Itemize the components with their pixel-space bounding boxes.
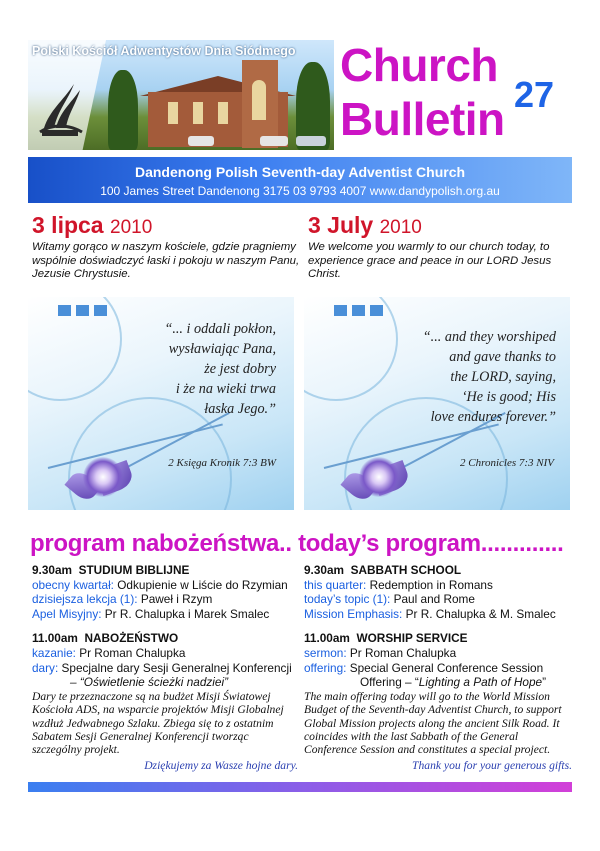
- offering-subtitle-prefix: Offering – “: [360, 675, 419, 690]
- offering-notice-polish: Dary te przeznaczone są na budżet Misji Światowej Kościoła ADS, na wsparcie projektów Misji Globalnej wzdłuż Jedwabnego Szlaku. Zbiega się to z ostatnim Sabatem Sesji Generalnej Konferencji tworząc szczególny projekt.: [32, 689, 284, 757]
- section-title: SABBATH SCHOOL: [350, 563, 462, 577]
- label: Apel Misyjny:: [32, 606, 102, 621]
- date-polish: [32, 212, 152, 239]
- square-decoration: [76, 305, 89, 316]
- value: Pr R. Chalupka & M. Smalec: [402, 606, 556, 621]
- square-decoration: [352, 305, 365, 316]
- label: sermon:: [304, 645, 347, 660]
- offering-row: [304, 661, 572, 676]
- church-info-band: [28, 157, 572, 203]
- label: today’s topic (1):: [304, 592, 391, 607]
- section-title: WORSHIP SERVICE: [356, 631, 468, 646]
- date-english-day: 3 July: [308, 212, 374, 238]
- scripture-quote-polish: [96, 319, 276, 419]
- church-window-shape: [168, 102, 178, 124]
- square-decoration: [370, 305, 383, 316]
- topic-row: [304, 592, 572, 607]
- car-shape: [188, 136, 214, 146]
- lily-flower-decoration: [83, 457, 123, 497]
- org-name: Polski Kościół Adwentystów Dnia Siódmego: [32, 44, 296, 58]
- welcome-english: We welcome you warmly to our church today, to experience grace and peace in our LORD Jesus Christ.: [308, 241, 552, 280]
- value: Paul and Rome: [390, 592, 475, 607]
- label: dary:: [32, 660, 59, 675]
- offering-subtitle-suffix: ”: [542, 675, 547, 690]
- value: Pr Roman Chalupka: [346, 645, 457, 660]
- thanks-polish: Dziękujemy za Wasze hojne dary.: [144, 758, 298, 772]
- bulletin-title-church: Church: [340, 39, 498, 91]
- quote-line: łaska Jego.”: [204, 401, 276, 417]
- label: this quarter:: [304, 577, 367, 592]
- church-window-shape: [193, 102, 203, 124]
- car-shape: [260, 136, 288, 146]
- label: offering:: [304, 660, 347, 675]
- worship-heading-polish: [32, 631, 298, 646]
- scripture-citation-english: 2 Chronicles 7:3 NIV: [460, 457, 554, 469]
- quarter-row: [32, 578, 298, 593]
- quote-line: że jest dobry: [204, 361, 276, 377]
- sermon-row: [32, 646, 298, 661]
- quarter-row: [304, 578, 572, 593]
- time: 9.30am: [32, 563, 73, 577]
- square-decoration: [334, 305, 347, 316]
- quote-line: ‘He is good; His: [461, 389, 556, 405]
- offering-subtitle: – “Oświetlenie ścieżki nadziei”: [70, 675, 229, 690]
- offering-subtitle-name: Lighting a Path of Hope: [418, 675, 543, 690]
- label: dzisiejsza lekcja (1):: [32, 592, 138, 607]
- offering-notice-english: The main offering today will go to the World Mission Budget of the Seventh-day Adventist Church, to support Global Mission projects along the ancient Silk Road. It coincides with the last Sabbath of the General Conference Session and constitutes a special project.: [304, 689, 562, 757]
- scripture-quote-english: [366, 327, 556, 427]
- tree-shape: [108, 70, 138, 150]
- scripture-panel-polish: [28, 297, 294, 510]
- church-name: Dandenong Polish Seventh-day Adventist Church: [134, 164, 466, 180]
- program-english: [304, 563, 572, 773]
- church-address: 100 James Street Dandenong 3175 03 9793 4007 www.dandypolish.org.au: [100, 184, 500, 198]
- time: 11.00am: [304, 631, 350, 646]
- program-polish: [32, 563, 298, 773]
- label: kazanie:: [32, 645, 76, 660]
- lily-flower-decoration: [359, 457, 399, 497]
- thanks-english: Thank you for your generous gifts.: [412, 758, 572, 772]
- offering-row: [32, 661, 298, 676]
- square-decoration: [58, 305, 71, 316]
- sabbath-school-heading-polish: [32, 563, 298, 578]
- value: Redemption in Romans: [366, 577, 493, 592]
- date-english-year: 2010: [379, 217, 422, 238]
- sabbath-school-heading-english: [304, 563, 572, 578]
- car-shape: [296, 136, 326, 146]
- church-photo: [28, 40, 334, 150]
- label: obecny kwartał:: [32, 577, 114, 592]
- value: Paweł i Rzym: [137, 592, 213, 607]
- quote-line: the LORD, saying,: [450, 369, 556, 385]
- section-title: STUDIUM BIBLIJNE: [78, 563, 190, 577]
- time: 9.30am: [304, 563, 345, 577]
- church-window-shape: [252, 80, 266, 120]
- quote-line: wysławiając Pana,: [168, 341, 276, 357]
- welcome-polish: Witamy gorąco w naszym kościele, gdzie pragniemy wspólnie doświadczyć łaski i pokoju w naszym Panu, Jezusie Chrystusie.: [32, 241, 300, 280]
- sermon-row: [304, 646, 572, 661]
- church-window-shape: [218, 102, 228, 124]
- offering-subtitle: [304, 675, 572, 690]
- value: Pr R. Chalupka i Marek Smalec: [101, 606, 270, 621]
- time: 11.00am: [32, 631, 78, 646]
- square-decoration: [94, 305, 107, 316]
- section-title: NABOŻEŃSTWO: [84, 631, 179, 646]
- bulletin-title-bulletin: Bulletin: [340, 93, 505, 145]
- lesson-row: [32, 592, 298, 607]
- program-heading: program nabożeństwa.. today’s program.............: [30, 530, 564, 557]
- date-polish-year: 2010: [110, 217, 153, 238]
- mission-row: [32, 607, 298, 622]
- value: Odkupienie w Liście do Rzymian: [113, 577, 288, 592]
- value: Specjalne dary Sesji Generalnej Konferencji: [58, 660, 292, 675]
- bottom-gradient-bar: [28, 782, 572, 792]
- mission-row: [304, 607, 572, 622]
- quote-line: love endures forever.”: [430, 409, 556, 425]
- issue-number: 27: [514, 74, 555, 115]
- worship-heading-english: [304, 631, 572, 646]
- scripture-panel-english: [304, 297, 570, 510]
- value: Special General Conference Session: [346, 660, 544, 675]
- date-polish-day: 3 lipca: [32, 212, 104, 238]
- date-english: [308, 212, 422, 239]
- quote-line: “... and they worshiped: [422, 329, 556, 345]
- label: Mission Emphasis:: [304, 606, 403, 621]
- value: Pr Roman Chalupka: [75, 645, 186, 660]
- quote-line: and gave thanks to: [449, 349, 556, 365]
- scripture-citation-polish: 2 Księga Kronik 7:3 BW: [168, 457, 276, 469]
- quote-line: i że na wieki trwa: [175, 381, 276, 397]
- quote-line: “... i oddali pokłon,: [164, 321, 276, 337]
